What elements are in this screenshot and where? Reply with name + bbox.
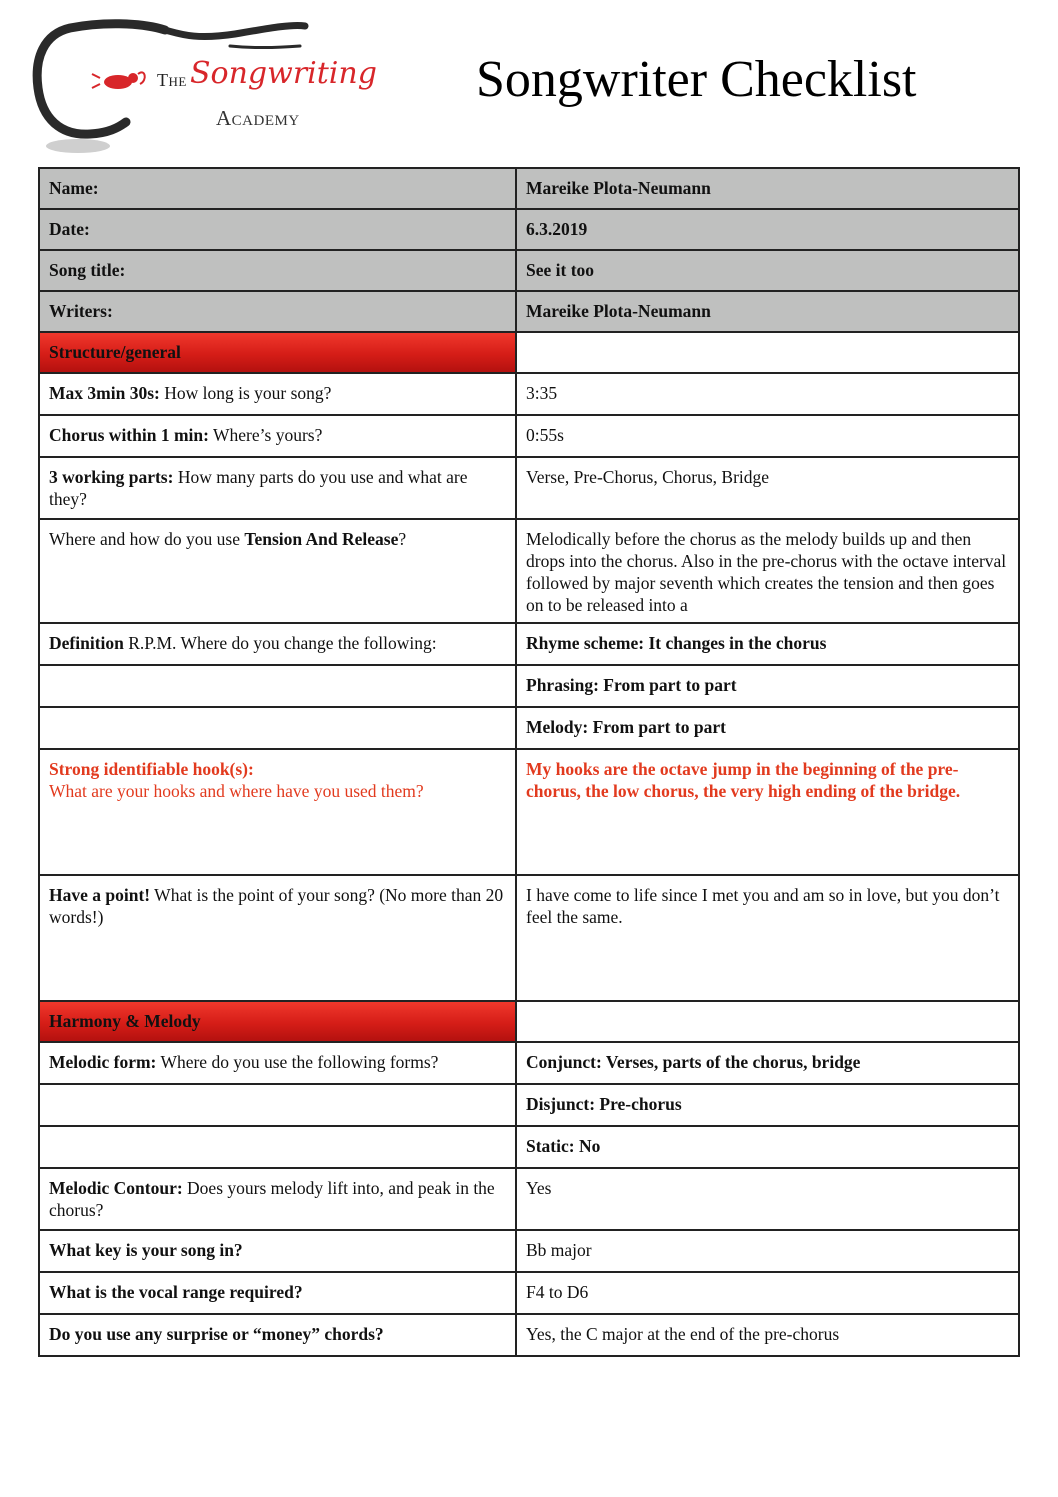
question-keyword: Max 3min 30s: <box>49 383 160 403</box>
question-text: What are your hooks and where have you used them? <box>49 781 424 801</box>
answer-cell: Disjunct: Pre-chorus <box>516 1084 1019 1126</box>
info-label: Song title: <box>39 250 516 291</box>
table-row <box>39 1084 1019 1126</box>
question-keyword: Melodic form: <box>49 1052 157 1072</box>
section-title: Harmony & Melody <box>39 1001 516 1042</box>
answer-cell: Melody: From part to part <box>516 707 1019 749</box>
answer-cell: Phrasing: From part to part <box>516 665 1019 707</box>
info-row-song-title <box>39 250 1019 291</box>
question-text: How long is your song? <box>159 383 332 403</box>
question-cell <box>39 1042 516 1084</box>
table-row <box>39 519 1019 623</box>
empty-cell <box>39 665 516 707</box>
question-cell: Do you use any surprise or “money” chords? <box>39 1314 516 1356</box>
table-row <box>39 749 1019 875</box>
empty-cell <box>39 707 516 749</box>
answer-cell: Rhyme scheme: It changes in the chorus <box>516 623 1019 665</box>
answer-cell: F4 to D6 <box>516 1272 1019 1314</box>
info-value: 6.3.2019 <box>516 209 1019 250</box>
logo-text-academy: Academy <box>216 106 300 130</box>
answer-cell: Verse, Pre-Chorus, Chorus, Bridge <box>516 457 1019 519</box>
answer-cell: Static: No <box>516 1126 1019 1168</box>
table-row <box>39 1230 1019 1272</box>
question-text: Where’s yours? <box>208 425 323 445</box>
info-value: Mareike Plota-Neumann <box>516 291 1019 332</box>
question-keyword: Chorus within 1 min: <box>49 425 209 445</box>
answer-cell: Bb major <box>516 1230 1019 1272</box>
table-row <box>39 1168 1019 1230</box>
question-cell <box>39 875 516 1001</box>
section-header-harmony <box>39 1001 1019 1042</box>
answer-cell: My hooks are the octave jump in the beginning of the pre-chorus, the low chorus, the very high ending of the bridge. <box>516 749 1019 875</box>
question-text: Where and how do you use <box>49 529 245 549</box>
answer-cell: 0:55s <box>516 415 1019 457</box>
answer-cell: 3:35 <box>516 373 1019 415</box>
question-cell <box>39 373 516 415</box>
info-value: Mareike Plota-Neumann <box>516 168 1019 209</box>
question-cell <box>39 415 516 457</box>
question-text: Where do you use the following forms? <box>156 1052 439 1072</box>
question-text: R.P.M. Where do you change the following: <box>123 633 437 653</box>
question-cell <box>39 519 516 623</box>
question-text: What is the point of your song? (No more than 20 words!) <box>49 885 504 927</box>
question-cell <box>39 457 516 519</box>
empty-cell <box>39 1126 516 1168</box>
table-row <box>39 1272 1019 1314</box>
logo-text-songwriting: Songwriting <box>190 56 377 91</box>
info-label: Date: <box>39 209 516 250</box>
table-row <box>39 457 1019 519</box>
table-row <box>39 623 1019 665</box>
answer-cell: Yes <box>516 1168 1019 1230</box>
question-keyword: 3 working parts: <box>49 467 174 487</box>
empty-cell <box>39 1084 516 1126</box>
table-row <box>39 1042 1019 1084</box>
question-cell: What is the vocal range required? <box>39 1272 516 1314</box>
table-row <box>39 875 1019 1001</box>
checklist-table <box>38 167 1020 1357</box>
question-text: How many parts do you use and what are they? <box>49 467 468 509</box>
answer-cell: I have come to life since I met you and am so in love, but you don’t feel the same. <box>516 875 1019 1001</box>
answer-cell: Melodically before the chorus as the melody builds up and then drops into the chorus. Also in the pre-chorus with the octave interval followed by major seventh which creates the tension and then goes on to be released into a <box>516 519 1019 623</box>
question-keyword: Tension And Release <box>244 529 399 549</box>
info-row-date <box>39 209 1019 250</box>
page-title: Songwriter Checklist <box>476 51 917 108</box>
info-row-name <box>39 168 1019 209</box>
question-keyword: Have a point! <box>49 885 151 905</box>
info-value: See it too <box>516 250 1019 291</box>
question-cell: What key is your song in? <box>39 1230 516 1272</box>
section-header-structure <box>39 332 1019 373</box>
table-row <box>39 1126 1019 1168</box>
lobster-icon <box>92 72 145 89</box>
table-row <box>39 373 1019 415</box>
academy-logo <box>30 18 377 158</box>
table-row <box>39 415 1019 457</box>
section-empty-cell <box>516 1001 1019 1042</box>
table-row <box>39 1314 1019 1356</box>
info-label: Name: <box>39 168 516 209</box>
question-cell <box>39 749 516 875</box>
section-title: Structure/general <box>39 332 516 373</box>
question-keyword: Strong identifiable hook(s): <box>49 759 254 779</box>
answer-cell: Conjunct: Verses, parts of the chorus, bridge <box>516 1042 1019 1084</box>
question-keyword: Melodic Contour: <box>49 1178 183 1198</box>
info-label: Writers: <box>39 291 516 332</box>
info-row-writers <box>39 291 1019 332</box>
question-keyword: Definition <box>49 633 124 653</box>
question-text: Does yours melody lift into, and peak in the chorus? <box>49 1178 495 1220</box>
question-cell <box>39 1168 516 1230</box>
logo-text-the: The <box>157 70 187 90</box>
table-row <box>39 665 1019 707</box>
question-text: ? <box>398 529 407 549</box>
question-cell <box>39 623 516 665</box>
section-empty-cell <box>516 332 1019 373</box>
answer-cell: Yes, the C major at the end of the pre-chorus <box>516 1314 1019 1356</box>
table-row <box>39 707 1019 749</box>
